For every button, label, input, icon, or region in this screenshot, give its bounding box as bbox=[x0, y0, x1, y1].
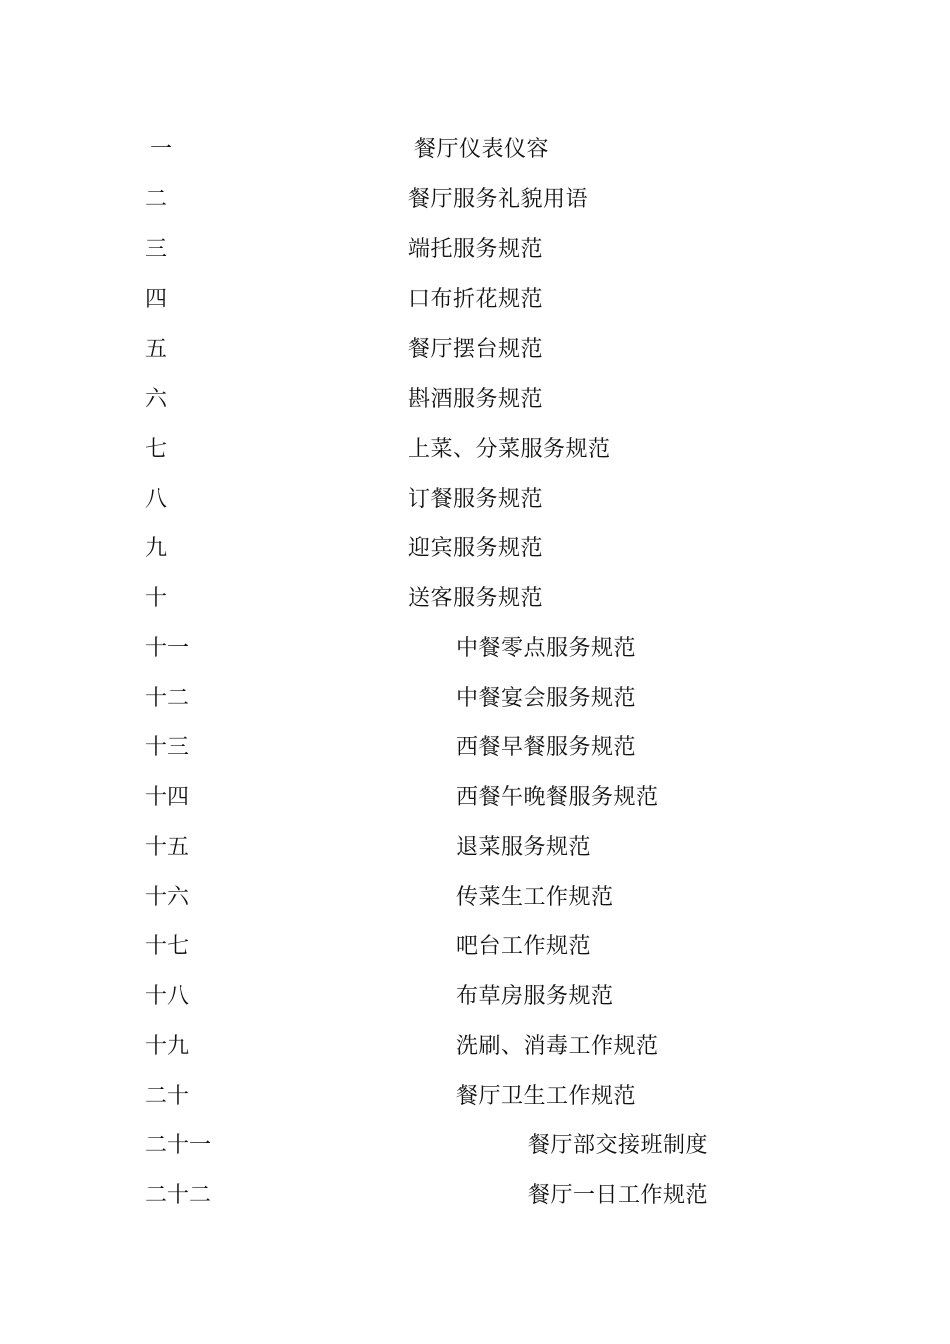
toc-number: 六 bbox=[145, 387, 168, 412]
toc-number: 十八 bbox=[145, 984, 190, 1009]
toc-number: 十四 bbox=[145, 785, 190, 810]
toc-title: 餐厅部交接班制度 bbox=[528, 1133, 709, 1158]
toc-row bbox=[0, 130, 950, 170]
toc-title: 布草房服务规范 bbox=[456, 984, 614, 1009]
toc-row bbox=[0, 230, 950, 270]
toc-number: 十五 bbox=[145, 835, 190, 860]
toc-row bbox=[0, 180, 950, 220]
toc-row bbox=[0, 728, 950, 768]
toc-row bbox=[0, 529, 950, 569]
toc-number: 十三 bbox=[145, 735, 190, 760]
toc-number: 四 bbox=[145, 287, 168, 312]
toc-row bbox=[0, 878, 950, 918]
toc-title: 订餐服务规范 bbox=[408, 487, 544, 512]
toc-row bbox=[0, 280, 950, 320]
toc-number: 二十 bbox=[145, 1084, 190, 1109]
toc-row bbox=[0, 1077, 950, 1117]
toc-number: 十一 bbox=[145, 636, 190, 661]
toc-row bbox=[0, 579, 950, 619]
toc-number: 一 bbox=[150, 137, 173, 162]
toc-title: 餐厅仪表仪容 bbox=[414, 137, 550, 162]
toc-title: 斟酒服务规范 bbox=[408, 387, 544, 412]
toc-number: 五 bbox=[145, 337, 168, 362]
toc-row bbox=[0, 778, 950, 818]
toc-title: 退菜服务规范 bbox=[456, 835, 592, 860]
toc-number: 十七 bbox=[145, 934, 190, 959]
toc-row bbox=[0, 977, 950, 1017]
toc-title: 西餐午晚餐服务规范 bbox=[456, 785, 659, 810]
toc-title: 餐厅卫生工作规范 bbox=[456, 1084, 637, 1109]
toc-title: 中餐宴会服务规范 bbox=[456, 686, 637, 711]
toc-title: 餐厅服务礼貌用语 bbox=[408, 187, 589, 212]
toc-title: 吧台工作规范 bbox=[456, 934, 592, 959]
toc-title: 口布折花规范 bbox=[408, 287, 544, 312]
toc-row bbox=[0, 828, 950, 868]
toc-title: 餐厅摆台规范 bbox=[408, 337, 544, 362]
toc-number: 十二 bbox=[145, 686, 190, 711]
toc-title: 端托服务规范 bbox=[408, 237, 544, 262]
toc-title: 餐厅一日工作规范 bbox=[528, 1183, 709, 1208]
toc-title: 迎宾服务规范 bbox=[408, 536, 544, 561]
toc-row bbox=[0, 927, 950, 967]
toc-number: 二十二 bbox=[145, 1183, 212, 1208]
toc-title: 送客服务规范 bbox=[408, 586, 544, 611]
toc-number: 二 bbox=[145, 187, 168, 212]
toc-number: 九 bbox=[145, 536, 168, 561]
toc-number: 十 bbox=[145, 586, 168, 611]
toc-number: 三 bbox=[145, 237, 168, 262]
toc-row bbox=[0, 1027, 950, 1067]
toc-title: 中餐零点服务规范 bbox=[456, 636, 637, 661]
toc-title: 传菜生工作规范 bbox=[456, 885, 614, 910]
toc-title: 上菜、分菜服务规范 bbox=[408, 437, 611, 462]
toc-row bbox=[0, 679, 950, 719]
toc-row bbox=[0, 1176, 950, 1216]
toc-number: 二十一 bbox=[145, 1133, 212, 1158]
toc-number: 七 bbox=[145, 437, 168, 462]
toc-row bbox=[0, 629, 950, 669]
toc-row bbox=[0, 480, 950, 520]
toc-row bbox=[0, 1126, 950, 1166]
toc-title: 洗刷、消毒工作规范 bbox=[456, 1034, 659, 1059]
toc-number: 十九 bbox=[145, 1034, 190, 1059]
toc-row bbox=[0, 380, 950, 420]
toc-title: 西餐早餐服务规范 bbox=[456, 735, 637, 760]
toc-number: 十六 bbox=[145, 885, 190, 910]
toc-row bbox=[0, 430, 950, 470]
toc-row bbox=[0, 330, 950, 370]
toc-number: 八 bbox=[145, 487, 168, 512]
